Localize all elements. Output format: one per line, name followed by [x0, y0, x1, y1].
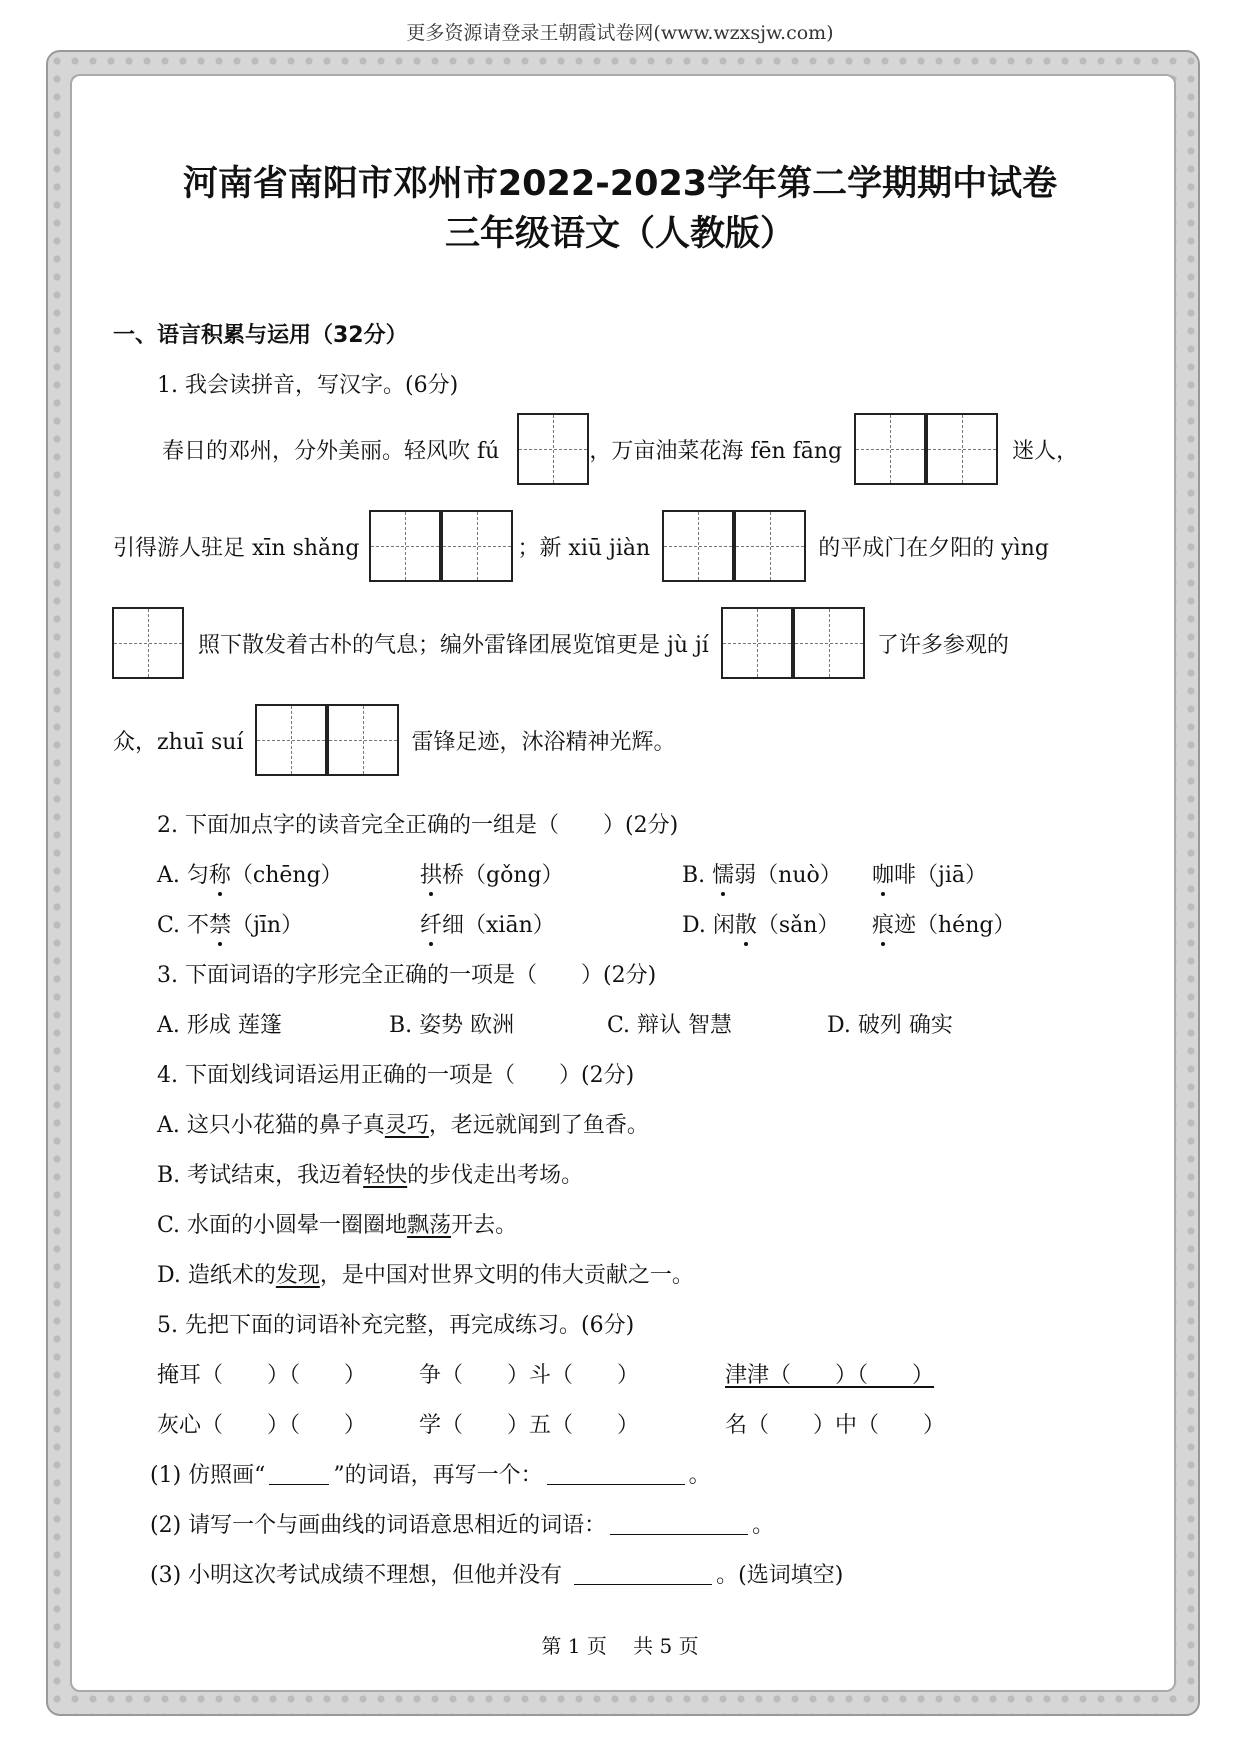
writing-box[interactable] — [926, 413, 998, 485]
text: 。(选词填空) — [716, 1563, 844, 1588]
pinyin: 细（xiān） — [442, 913, 555, 938]
writing-box[interactable] — [734, 510, 806, 582]
writing-box[interactable] — [721, 607, 793, 679]
option-label: D. — [682, 913, 713, 938]
dotted-char: 懦 — [712, 863, 735, 888]
underlined-word: 发现 — [275, 1263, 320, 1288]
q2-row-ab — [157, 858, 987, 889]
q2-row-cd — [157, 908, 1015, 939]
answer-blank[interactable] — [574, 1583, 712, 1585]
q5-stem: 5. 先把下面的词语补充完整，再完成练习。(6分) — [157, 1313, 635, 1338]
text: ，是中国对世界文明的伟大贡献之一。 — [319, 1263, 694, 1288]
text: ”的词语，再写一个： — [333, 1463, 543, 1488]
char: 匀 — [186, 863, 209, 888]
idiom-blank: 争（ ）斗（ ） — [419, 1363, 640, 1388]
underlined-word: 灵巧 — [384, 1113, 429, 1138]
q1-text: 引得游人驻足 xīn shǎng — [113, 535, 360, 561]
section-heading: 一、语言积累与运用（32分） — [113, 323, 408, 348]
pinyin: 桥（gǒng） — [442, 863, 564, 888]
pinyin: （jīn） — [231, 913, 304, 938]
idiom-blank: 名（ ）中（ ） — [725, 1413, 946, 1438]
answer-blank[interactable] — [269, 1483, 329, 1485]
q1-line2 — [113, 509, 1049, 583]
underlined-word: 飘荡 — [407, 1213, 452, 1238]
q5-sub2 — [150, 1508, 774, 1539]
exam-subtitle: 三年级语文（人教版） — [444, 214, 795, 254]
option-label: A. — [157, 863, 187, 888]
q1-text: 照下散发着古朴的气息；编外雷锋团展览馆更是 jù jí — [198, 632, 709, 658]
exam-title: 河南省南阳市邓州市2022-2023学年第二学期期中试卷 — [182, 164, 1058, 204]
underlined-word: 轻快 — [363, 1163, 408, 1188]
q1-text: ，万亩油菜花海 fēn fāng — [589, 438, 843, 464]
dotted-char: 散 — [734, 913, 757, 938]
q1-text: 春日的邓州，分外美丽。轻风吹 fú — [162, 438, 500, 464]
pinyin: 啡（jiā） — [894, 863, 987, 888]
watermark-header: 更多资源请登录王朝霞试卷网(www.wzxsjw.com) — [406, 22, 834, 44]
writing-box[interactable] — [662, 510, 734, 582]
text: D. 造纸术的 — [157, 1263, 276, 1288]
text: 的步伐走出考场。 — [407, 1163, 584, 1188]
idiom-blank: 掩耳（ ）（ ） — [157, 1363, 367, 1388]
q5-row2 — [157, 1408, 945, 1439]
q3-option-d: D. 破列 确实 — [827, 1013, 953, 1038]
pinyin: 弱（nuò） — [734, 863, 842, 888]
q3-option-b: B. 姿势 欧洲 — [389, 1013, 515, 1038]
text: ，老远就闻到了鱼香。 — [428, 1113, 649, 1138]
text: (2) 请写一个与画曲线的词语意思相近的词语： — [150, 1513, 607, 1538]
q3-option-c: C. 辩认 智慧 — [607, 1013, 733, 1038]
idiom-blank-underlined: 津津（ ）（ ） — [725, 1363, 935, 1388]
pinyin: 迹（héng） — [894, 913, 1016, 938]
q5-row1 — [157, 1358, 934, 1389]
dotted-char: 痕 — [872, 913, 895, 938]
q1-text: 众，zhuī suí — [113, 729, 244, 755]
q1-text: 的平成门在夕阳的 yìng — [818, 535, 1049, 561]
q4-option-c — [157, 1208, 517, 1239]
q1-text: 迷人， — [1012, 438, 1079, 464]
text: 开去。 — [451, 1213, 518, 1238]
q3-stem: 3. 下面词语的字形完全正确的一项是（ ）(2分) — [157, 963, 657, 988]
idiom-blank: 灰心（ ）（ ） — [157, 1413, 367, 1438]
writing-box[interactable] — [517, 413, 589, 485]
dotted-char: 禁 — [209, 913, 232, 938]
option-label: C. — [157, 913, 188, 938]
q4-stem: 4. 下面划线词语运用正确的一项是（ ）(2分) — [157, 1063, 635, 1088]
dotted-char: 咖 — [872, 863, 895, 888]
writing-box[interactable] — [112, 607, 184, 679]
q4-option-b — [157, 1158, 583, 1189]
writing-box[interactable] — [327, 704, 399, 776]
answer-blank[interactable] — [547, 1483, 685, 1485]
writing-box[interactable] — [854, 413, 926, 485]
text: C. 水面的小圆晕一圈圈地 — [157, 1213, 408, 1238]
q1-stem: 1. 我会读拼音，写汉字。(6分) — [157, 373, 459, 398]
q1-line1 — [162, 412, 1078, 486]
char: 不 — [187, 913, 210, 938]
writing-box[interactable] — [793, 607, 865, 679]
q1-line4 — [113, 703, 675, 777]
q5-sub3 — [150, 1558, 843, 1589]
q1-text: 雷锋足迹，沐浴精神光辉。 — [411, 729, 676, 755]
writing-box[interactable] — [441, 510, 513, 582]
q4-option-d — [157, 1258, 694, 1289]
text: A. 这只小花猫的鼻子真 — [157, 1113, 385, 1138]
text: 。 — [688, 1463, 711, 1488]
q5-sub1 — [150, 1458, 711, 1489]
q1-line3 — [112, 606, 1009, 680]
dotted-char: 称 — [208, 863, 231, 888]
q1-text: 了许多参观的 — [876, 632, 1009, 658]
dotted-char: 纤 — [420, 913, 443, 938]
q3-options — [157, 1008, 953, 1039]
q1-text: ；新 xiū jiàn — [517, 535, 651, 561]
q2-stem: 2. 下面加点字的读音完全正确的一组是（ ）(2分) — [157, 813, 679, 838]
writing-box[interactable] — [369, 510, 441, 582]
pinyin: （chēng） — [230, 863, 343, 888]
option-label: B. — [682, 863, 713, 888]
dotted-char: 拱 — [420, 863, 443, 888]
page-number: 第 1 页 共 5 页 — [541, 1634, 699, 1658]
idiom-blank: 学（ ）五（ ） — [419, 1413, 640, 1438]
answer-blank[interactable] — [610, 1533, 748, 1535]
text: B. 考试结束，我迈着 — [157, 1163, 364, 1188]
writing-box[interactable] — [255, 704, 327, 776]
text: (3) 小明这次考试成绩不理想，但他并没有 — [150, 1563, 563, 1588]
text: (1) 仿照画“ — [150, 1463, 266, 1488]
text: 。 — [752, 1513, 775, 1538]
q4-option-a — [157, 1108, 649, 1139]
pinyin: （sǎn） — [756, 913, 840, 938]
q3-option-a: A. 形成 莲篷 — [157, 1013, 282, 1038]
char: 闲 — [712, 913, 735, 938]
